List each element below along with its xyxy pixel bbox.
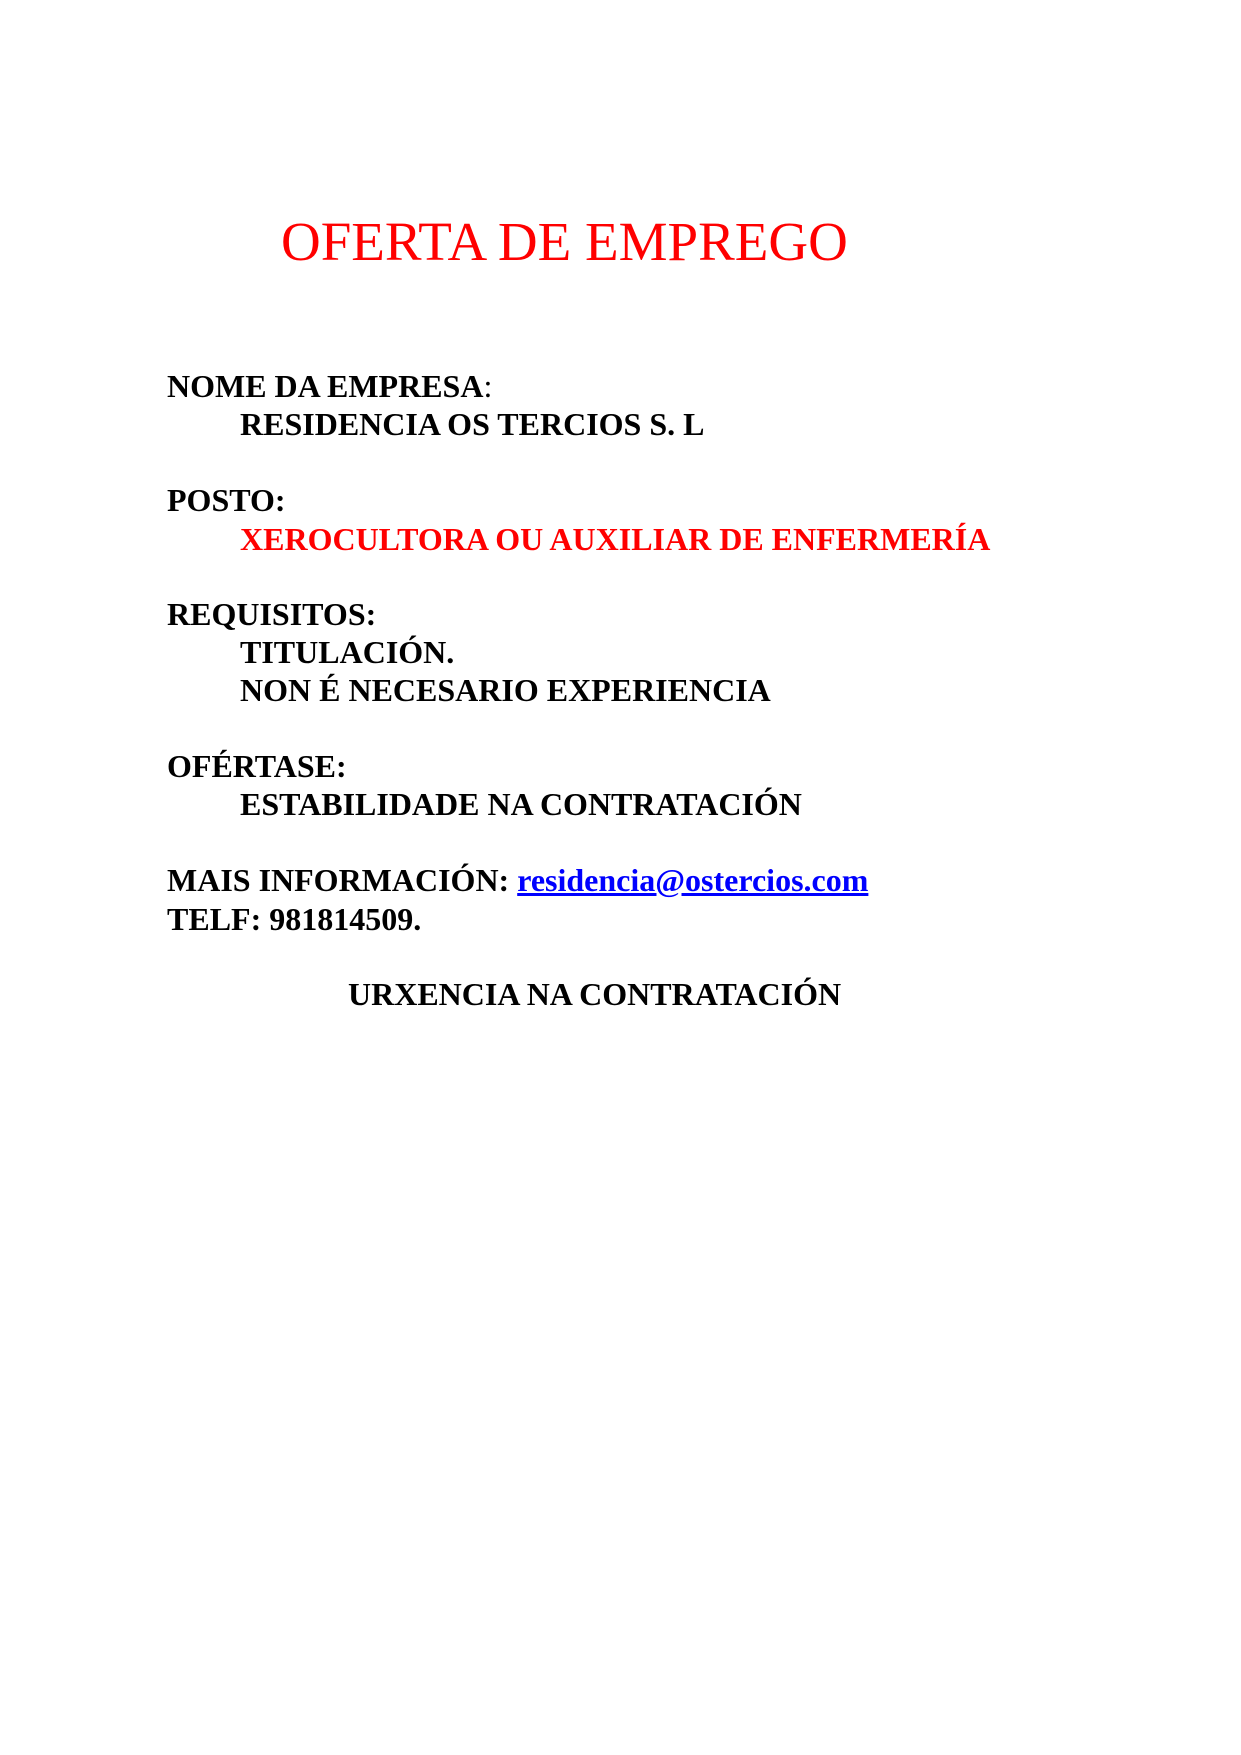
contact-email-link[interactable]: residencia@ostercios.com <box>517 862 869 898</box>
requirement-item-experiencia: NON É NECESARIO EXPERIENCIA <box>240 672 771 708</box>
company-label: NOME DA EMPRESA <box>167 368 484 404</box>
company-label-line <box>167 370 492 402</box>
contact-info-line <box>167 864 868 896</box>
company-label-colon: : <box>483 368 493 404</box>
contact-info-label: MAIS INFORMACIÓN: <box>167 862 518 898</box>
requirements-label: REQUISITOS: <box>167 596 377 632</box>
position-label: POSTO: <box>167 482 286 518</box>
document-title: OFERTA DE EMPREGO <box>281 211 848 272</box>
requirement-item-titulacion: TITULACIÓN. <box>240 634 455 670</box>
offered-label: OFÉRTASE: <box>167 748 347 784</box>
contact-phone: TELF: 981814509. <box>167 901 422 937</box>
position-value: XEROCULTORA OU AUXILIAR DE ENFERMERÍA <box>240 521 991 557</box>
company-name: RESIDENCIA OS TERCIOS S. L <box>240 406 705 442</box>
offered-value: ESTABILIDADE NA CONTRATACIÓN <box>240 786 802 822</box>
urgency-notice: URXENCIA NA CONTRATACIÓN <box>348 976 842 1012</box>
